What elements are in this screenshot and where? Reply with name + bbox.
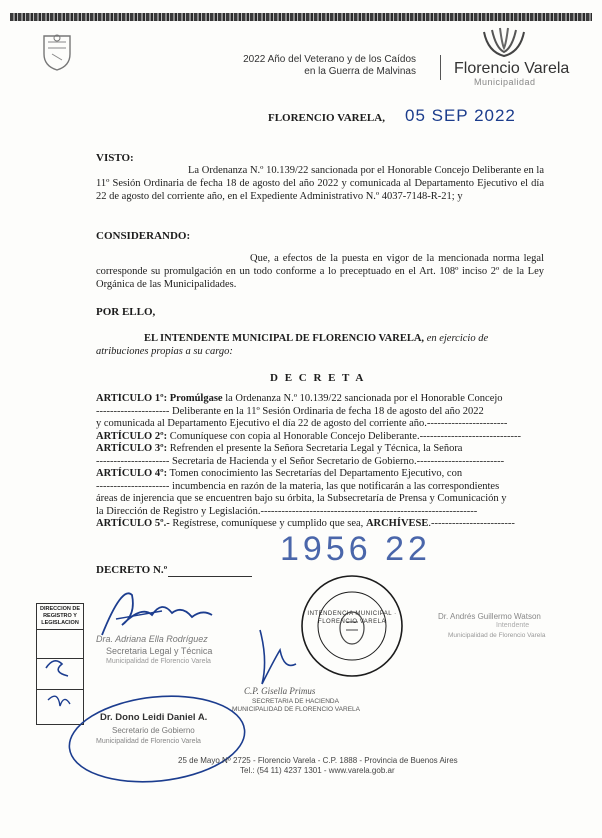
- registry-box-title-line-2: REGISTRO Y: [43, 613, 77, 619]
- signature-legal-role: Secretaria Legal y Técnica: [106, 646, 213, 656]
- article-5: [96, 518, 546, 531]
- article-3-line-2: --------------------- Secretaria de Hacienda y el Señor Secretario de Gobierno.-------------------------: [96, 455, 505, 467]
- article-4-label: ARTÍCULO 4º:: [96, 468, 168, 479]
- decree-number-stamp: 1956 22: [280, 530, 431, 568]
- decreta-heading: D E C R E T A: [270, 372, 366, 384]
- signature-gobierno-name: Dr. Dono Leidi Daniel A.: [100, 712, 208, 723]
- florencio-varela-logo-icon: [478, 26, 530, 58]
- article-4-line-2: --------------------- incumbencia en razón de la materia, las que notificarán a las correspondientes: [96, 480, 500, 492]
- brand-name: Florencio Varela: [454, 60, 570, 77]
- article-5-bold-tail: ARCHÍVESE: [365, 518, 429, 529]
- registry-box-title-line-1: DIRECCION DE: [39, 606, 81, 612]
- year-motto: [243, 54, 416, 78]
- signature-hacienda-role: SECRETARIA DE HACIENDA: [252, 698, 339, 705]
- considerando-heading: CONSIDERANDO:: [96, 230, 191, 242]
- intendente-title: EL INTENDENTE MUNICIPAL DE FLORENCIO VARELA,: [144, 333, 425, 344]
- signature-intendente-org: Municipalidad de Florencio Varela: [448, 632, 546, 639]
- article-5-line-1: Regístrese, comuníquese y cumplido que sea,: [169, 518, 366, 529]
- municipal-crest-icon: [40, 32, 74, 72]
- article-4-line-4: la Dirección de Registro y Legislación.--------------------------------------------------------------: [96, 505, 478, 517]
- brand-subtitle: Municipalidad: [474, 77, 536, 87]
- article-1-line-2: --------------------- Deliberante en la 11º Sesión Ordinaria de fecha 18 de agosto del año 2022: [96, 405, 484, 417]
- signature-gobierno-role: Secretario de Gobierno: [112, 726, 195, 735]
- date-stamp: 05 SEP 2022: [405, 106, 516, 125]
- signature-hacienda-scribble-icon: [240, 620, 320, 690]
- scan-edge-bar: [10, 13, 592, 21]
- visto-heading: VISTO:: [96, 152, 134, 164]
- por-ello-heading: POR ELLO,: [96, 306, 156, 318]
- decreto-label: DECRETO N.º: [96, 564, 168, 576]
- article-4: [96, 468, 546, 481]
- articles-block: [96, 393, 546, 531]
- article-3-line-1: Refrenden el presente la Señora Secretaria Legal y Técnica, la Señora: [167, 443, 463, 454]
- article-4-line-1: Tomen conocimiento las Secretarías del Departamento Ejecutivo, con: [167, 468, 463, 479]
- signature-hacienda-name: C.P. Gisella Primus: [244, 686, 316, 696]
- header-divider: [440, 55, 441, 80]
- signature-legal-name: Dra. Adriana Ella Rodríguez: [96, 634, 208, 644]
- intendente-statement: [96, 332, 556, 358]
- intendente-italic-2: atribuciones propias a su cargo:: [96, 346, 233, 357]
- article-2-label: ARTÍCULO 2º:: [96, 430, 168, 442]
- article-5-label: ARTÍCULO 5º.-: [96, 518, 170, 529]
- article-5-tail: .------------------------: [428, 518, 515, 529]
- article-1-bold-lead: Promúlgase: [167, 393, 223, 404]
- considerando-text: Que, a efectos de la puesta en vigor de la mencionada norma legal corresponde su promulgación en un todo conforme a lo preceptuado en el Art. 108º inciso 2º de la Ley Orgánica de las Municipalidades.: [96, 253, 544, 290]
- signature-intendente-name: Dr. Andrés Guillermo Watson: [438, 612, 541, 621]
- article-1-line-3: y comunicada al Departamento Ejecutivo el día 22 de agosto del corriente año.-----------------------: [96, 418, 508, 429]
- article-2: [96, 431, 546, 444]
- article-1-line-1: la Ordenanza N.º 10.139/22 sancionada por el Honorable Concejo: [222, 393, 503, 404]
- footer-address: 25 de Mayo Nº 2725 - Florencio Varela - C.P. 1888 - Provincia de Buenos Aires: [178, 756, 458, 765]
- article-4-line-3: áreas de injerencia que se encuentren bajo su órbita, la Subsecretaría de Prensa y Comunicación y: [96, 493, 507, 504]
- signature-hacienda-org: MUNICIPALIDAD DE FLORENCIO VARELA: [232, 706, 360, 713]
- place-label: FLORENCIO VARELA,: [268, 112, 385, 124]
- article-1-label: ARTÍCULO 1º:: [96, 393, 168, 404]
- intendente-italic-1: en ejercicio de: [424, 333, 489, 344]
- year-motto-line-2: en la Guerra de Malvinas: [304, 66, 416, 77]
- registry-box-title-line-3: LEGISLACION: [41, 620, 79, 626]
- footer-contact: Tel.: (54 11) 4237 1301 - www.varela.gob.ar: [240, 766, 395, 775]
- registry-box-title: [37, 604, 83, 630]
- signature-intendente-role: Intendente: [496, 622, 530, 629]
- article-1: [96, 393, 546, 406]
- visto-text: La Ordenanza N.º 10.139/22 sancionada por el Honorable Concejo Deliberante en la 11º Sesión Ordinaria de fecha 18 de agosto del año 2022 y comunicada al Departamento Ejecutivo el día 22 de agosto del corriente año, en el Expediente Administrativo N.º 4037-7148-R-21; y: [96, 165, 544, 202]
- seal-text: INTENDENCIA MUNICIPAL · FLORENCIO VARELA: [307, 611, 397, 625]
- article-3: [96, 443, 546, 456]
- article-3-label: ARTÍCULO 3º:: [96, 443, 168, 454]
- signature-legal-org: Municipalidad de Florencio Varela: [106, 658, 211, 665]
- year-motto-line-1: 2022 Año del Veterano y de los Caídos: [243, 54, 416, 65]
- signature-gobierno-org: Municipalidad de Florencio Varela: [96, 738, 201, 745]
- article-2-line-1: Comuníquese con copia al Honorable Concejo Deliberante.-----------------------------: [167, 430, 521, 442]
